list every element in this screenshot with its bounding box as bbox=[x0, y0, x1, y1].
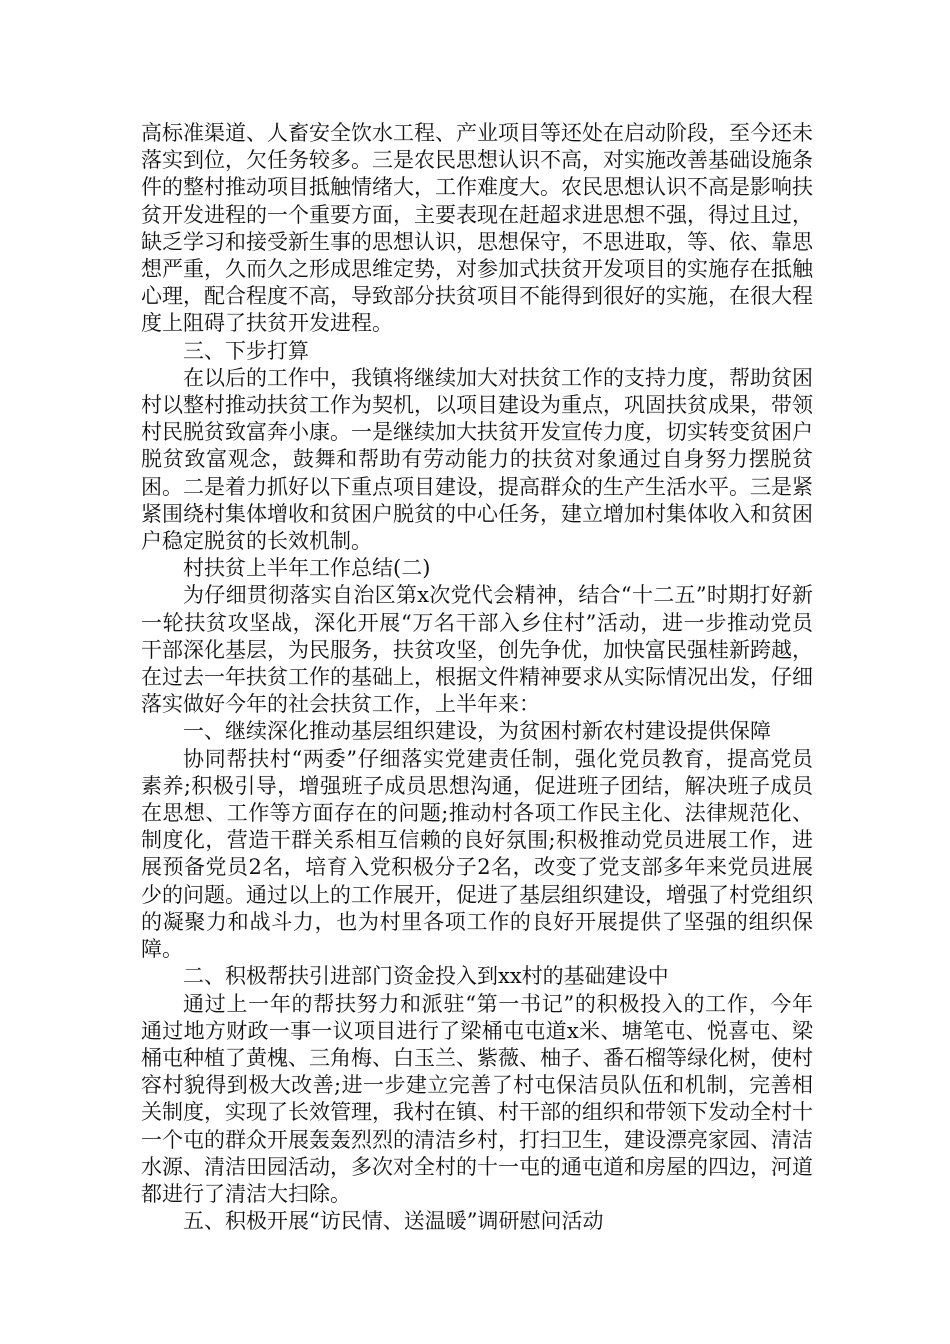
section-heading-next-plan: 三、下步打算 bbox=[183, 338, 309, 363]
document-body bbox=[141, 120, 813, 1235]
paragraph-continuation: 高标准渠道、人畜安全饮水工程、产业项目等还处在启动阶段，至今还未落实到位，欠任务较多。三是农民思想认识不高，对实施改善基础设施条件的整村推动项目抵触情绪大，工作难度大。农民思想认识不高是影响扶贫开发进程的一个重要方面，主要表现在赶超求进思想不强，得过且过，缺乏学习和接受新生事的思想认识，思想保守，不思进取，等、依、靠思想严重，久而久之形成思维定势，对参加式扶贫开发项目的实施存在抵触心理，配合程度不高，导致部分扶贫项目不能得到很好的实施，在很大程度上阻碍了扶贫开发进程。 bbox=[141, 121, 813, 336]
section-heading-one: 一、继续深化推动基层组织建设，为贫困村新农村建设提供保障 bbox=[183, 719, 771, 744]
document-title-part-two: 村扶贫上半年工作总结(二) bbox=[183, 556, 431, 581]
paragraph-organization: 协同帮扶村“两委”仔细落实党建责任制，强化党员教育，提高党员素养;积极引导，增强班子成员思想沟通，促进班子团结，解决班子成员在思想、工作等方面存在的问题;推动村各项工作民主化、法律规范化、制度化，营造干群关系相互信赖的良好氛围;积极推动党员进展工作，进展预备党员2名，培育入党积极分子2名，改变了党支部多年来党员进展少的问题。通过以上的工作展开，促进了基层组织建设，增强了村党组织的凝聚力和战斗力，也为村里各项工作的良好开展提供了坚强的组织保障。 bbox=[141, 746, 813, 962]
paragraph-intro: 为仔细贯彻落实自治区第x次党代会精神，结合“十二五”时期打好新一轮扶贫攻坚战，深化开展“万名干部入乡住村”活动，进一步推动党员干部深化基层，为民服务，扶贫攻坚，创先争优，加快富民强桂新跨越，在过去一年扶贫工作的基础上，根据文件精神要求从实际情况出发，仔细落实做好今年的社会扶贫工作，上半年来： bbox=[141, 583, 813, 717]
section-heading-five: 五、积极开展“访民情、送温暖”调研慰问活动 bbox=[183, 1209, 604, 1234]
paragraph-next-plan: 在以后的工作中，我镇将继续加大对扶贫工作的支持力度，帮助贫困村以整村推动扶贫工作为契机，以项目建设为重点，巩固扶贫成果，带领村民脱贫致富奔小康。一是继续加大扶贫开发宣传力度，切实转变贫困户脱贫致富观念，鼓舞和帮助有劳动能力的扶贫对象通过自身努力摆脱贫困。二是着力抓好以下重点项目建设，提高群众的生产生活水平。三是紧紧围绕村集体增收和贫困户脱贫的中心任务，建立增加村集体收入和贫困户稳定脱贫的长效机制。 bbox=[141, 365, 813, 554]
paragraph-infrastructure: 通过上一年的帮扶努力和派驻“第一书记”的积极投入的工作，今年通过地方财政一事一议项目进行了梁桶屯屯道x米、塘笔屯、悦喜屯、梁桶屯种植了黄槐、三角梅、白玉兰、紫薇、柚子、番石榴等绿化树，使村容村貌得到极大改善;进一步建立完善了村屯保洁员队伍和机制，完善相关制度，实现了长效管理，我村在镇、村干部的组织和带领下发动全村十一个屯的群众开展轰轰烈烈的清洁乡村，打扫卫生，建设漂亮家园、清洁水源、清洁田园活动，多次对全村的十一屯的通屯道和房屋的四边，河道都进行了清洁大扫除。 bbox=[141, 991, 813, 1206]
section-heading-two: 二、积极帮扶引进部门资金投入到xx村的基础建设中 bbox=[183, 964, 669, 989]
